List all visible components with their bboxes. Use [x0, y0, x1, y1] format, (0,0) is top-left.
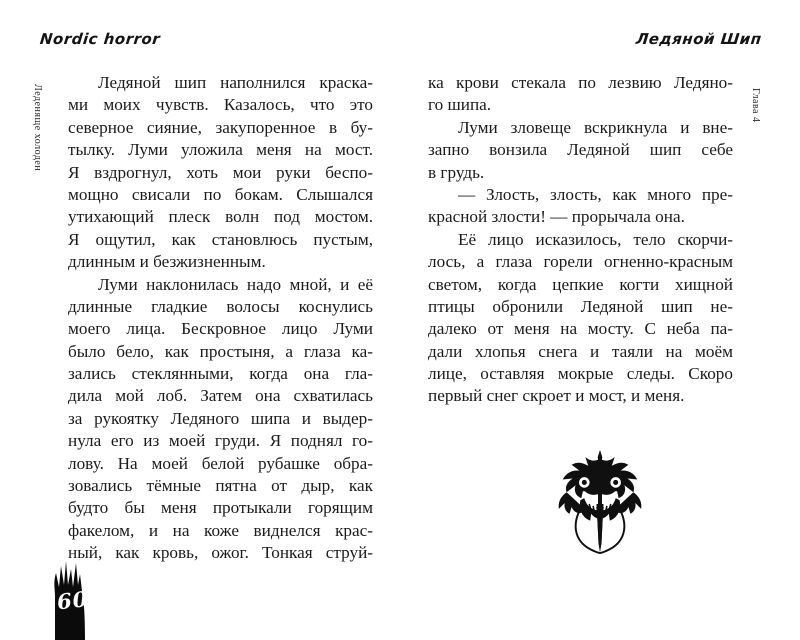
text-line: зались стеклянными, когда она гла- — [68, 364, 373, 384]
text-line: Луми зловеще вскрикнула и вне- — [458, 117, 733, 137]
chapter-end-ornament — [551, 448, 649, 560]
text-line: за рукоятку Ледяного шипа и выдер- — [68, 408, 373, 428]
text-line: ми моих чувств. Казалось, что это — [68, 95, 373, 115]
text-line: — Злость, злость, как много пре- — [458, 184, 733, 204]
text-line: Ледяной шип наполнился краска- — [98, 73, 373, 92]
text-line: в грудь. — [428, 162, 485, 182]
text-line: было бело, как простыня, а глаза ка- — [68, 341, 373, 361]
text-line: красной злости! — прорычала она. — [428, 207, 685, 227]
text-line: будто бы меня протыкали горящим — [68, 498, 373, 518]
text-line: Я ощутил, как становлюсь пустым, — [68, 229, 373, 249]
text-line: длинные гладкие волосы коснулись — [68, 296, 373, 316]
text-line: светом, когда цепкие когти хищной — [428, 274, 733, 294]
text-line: утихающий плеск волн под мостом. — [68, 207, 373, 227]
text-line: тылку. Луми уложила меня на мост. — [68, 140, 373, 160]
page-number-badge — [50, 560, 90, 640]
text-line: зовались тёмные пятна от дыр, как — [68, 476, 373, 496]
running-head-book-title: Ледяной Шип — [635, 30, 763, 48]
series-vertical-label: Леденяще холоден — [32, 84, 43, 172]
text-line: Я вздрогнул, хоть мои руки беспо- — [68, 162, 373, 182]
text-line: лице, оставляя мокрые следы. Скоро — [428, 364, 733, 384]
text-line: го шипа. — [428, 95, 492, 115]
text-line: ный, как кровь, ожог. Тонкая струй- — [68, 543, 373, 563]
text-line: лось, а глаза горели огненно-красным — [428, 252, 733, 272]
text-line: ка крови стекала по лезвию Ледяно- — [428, 73, 733, 92]
text-line: далеко от меня на мосту. С неба па- — [428, 319, 733, 339]
text-line: лову. На моей белой рубашке обра- — [68, 453, 373, 473]
text-line: дила мой лоб. Затем она схватилась — [68, 386, 373, 406]
text-line: запно вонзила Ледяной шип себе — [428, 140, 733, 160]
text-line: первый снег скроет и мост, и меня. — [428, 386, 685, 406]
text-line: факелом, и на коже виднелся крас- — [68, 520, 373, 540]
running-head-series: Nordic horror — [39, 30, 162, 48]
right-page-text — [428, 72, 733, 408]
text-line: Её лицо исказилось, тело скорчи- — [458, 229, 733, 249]
text-line: птицы обронили Ледяной шип не- — [428, 296, 733, 316]
text-line: дали хлопья снега и таяли на моём — [428, 341, 733, 361]
text-line: Луми наклонилась надо мной, и её — [98, 274, 373, 294]
text-line: длинным и безжизненным. — [68, 252, 266, 272]
text-line: мощно свисали по бокам. Слышался — [68, 184, 373, 204]
text-line: моего лица. Бескровное лицо Луми — [68, 319, 373, 339]
chapter-vertical-label: Глава 4 — [750, 88, 761, 123]
text-line: нула его из моей груди. Я поднял го- — [68, 431, 373, 451]
left-page-text — [68, 72, 373, 565]
demon-mask-dagger-icon — [551, 448, 649, 560]
text-line: северное сияние, закупоренное в бу- — [68, 117, 373, 137]
page-number: 60 — [55, 586, 90, 615]
